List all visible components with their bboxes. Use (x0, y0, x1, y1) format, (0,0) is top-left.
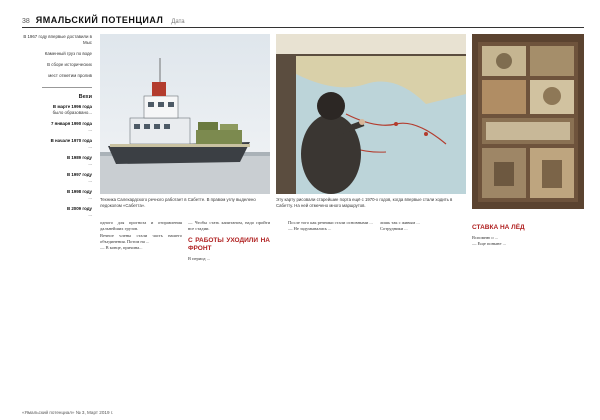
sidebar-intro-line: мест отметим пролив (48, 73, 92, 78)
article-paragraph: Сотрудники ... (380, 226, 408, 232)
timeline-text: ... (88, 212, 92, 217)
article-column-4 (380, 220, 466, 406)
timeline-year: В 2009 году (66, 206, 92, 211)
article-paragraph: — В конце, причина... (100, 245, 143, 251)
collection-illustration (472, 34, 584, 209)
timeline-entry (22, 104, 92, 116)
sidebar-intro-line: Каменный груз по воде (44, 51, 92, 56)
article-paragraph: В период ... (188, 255, 211, 261)
page-footer: «Ямальский потенциал» № 3, Март 2019 г. (22, 410, 114, 415)
sidebar-intro-line: В сборе исторических (47, 62, 92, 67)
page-number: 38 (22, 18, 30, 25)
article-paragraph: лишь так с живым ... (380, 220, 420, 225)
timeline-entry (22, 138, 92, 150)
timeline-year: В начале 1970 года (50, 138, 92, 143)
sidebar-heading: Вехи (78, 94, 92, 100)
map-photo-caption: Эту карту рисовали старейшие порта ещё с 1970-х годов, когда впервые стали ходить в Сабетту. На ней отмечено много маршрутов. (276, 197, 453, 208)
article-paragraph: Вечное члены стали часть нашего объединения. Потом на ... (100, 232, 182, 244)
article-paragraph: После того как речники стали основными ... (288, 220, 373, 225)
timeline-text: ... (88, 144, 92, 149)
timeline-year: В 1998 году (66, 189, 92, 194)
article-subheading: С РАБОТЫ УХОДИЛИ НА ФРОНТ (188, 236, 270, 252)
article-column-2 (188, 220, 270, 406)
timeline-entry (22, 155, 92, 167)
ship-photo (100, 34, 270, 194)
timeline-text: ... (88, 178, 92, 183)
map-photo (276, 34, 466, 194)
article-subheading: СТАВКА НА ЛЁД (472, 224, 525, 231)
article-column-5 (472, 220, 584, 406)
article-paragraph: одного для прогноза и отправления дальнейших грузов. (100, 220, 182, 232)
timeline-entry (22, 189, 92, 201)
page-header (22, 10, 584, 28)
timeline-entry (22, 121, 92, 133)
article-column-3 (288, 220, 374, 406)
timeline-year: В 1997 году (66, 172, 92, 177)
section-label: Дата (171, 19, 185, 25)
sidebar-intro-line: В 1967 году впервые доставили в Мыс (23, 34, 92, 45)
timeline-year: В 1989 году (66, 155, 92, 160)
ship-illustration (100, 34, 270, 194)
timeline-year: В марте 1996 года (52, 104, 92, 109)
timeline-text: ... (88, 127, 92, 132)
map-illustration (276, 34, 466, 194)
magazine-title: ЯМАЛЬСКИЙ ПОТЕНЦИАЛ (35, 15, 164, 25)
article-paragraph: — Чтобы стать капитаном, надо пройти все стадии. (188, 220, 270, 232)
sidebar-timeline (22, 34, 92, 406)
article-paragraph: Вспомню о ... (472, 235, 499, 240)
collection-photo (472, 34, 584, 209)
timeline-text: ... (88, 161, 92, 166)
ship-photo-caption: Техника Салехардского речного работает в Сабетте. В правом углу выделено ледоколом «Сабетта». (100, 197, 256, 208)
article-paragraph: — Еще поныне ... (472, 241, 506, 247)
article-column-1 (100, 220, 182, 406)
timeline-year: 7 января 1990 года (51, 121, 92, 126)
timeline-entry (22, 206, 92, 218)
timeline-text: ... (88, 195, 92, 200)
timeline-text: было образовано... (52, 110, 92, 115)
article-paragraph: — Не задумывались ... (288, 226, 332, 232)
sidebar-divider (42, 87, 92, 88)
timeline-entry (22, 172, 92, 184)
